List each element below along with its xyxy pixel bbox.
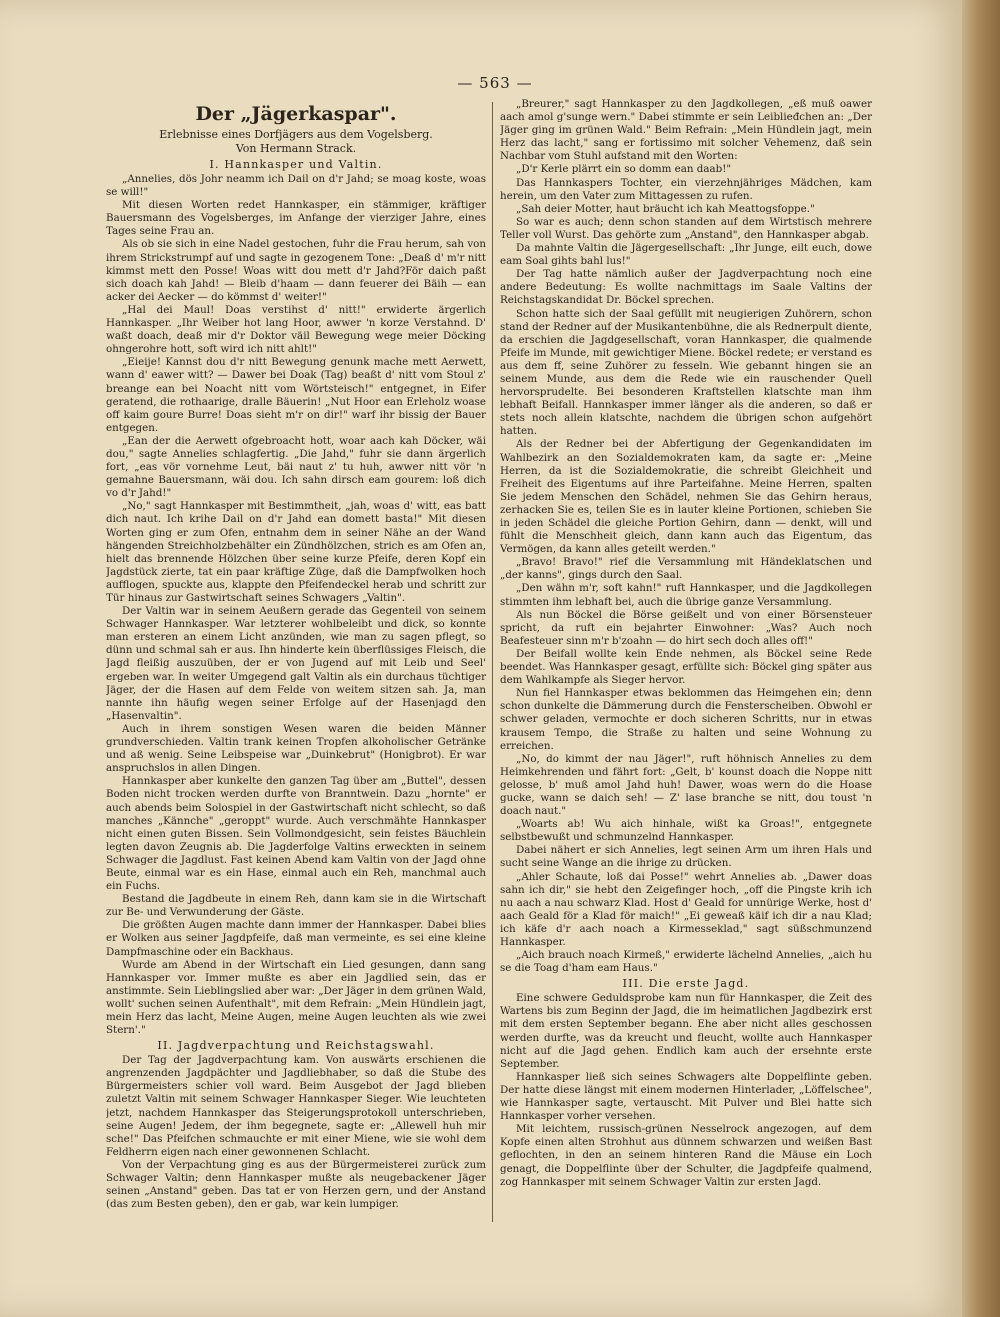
paragraph: Das Hannkaspers Tochter, ein vierzehnjähriges Mädchen, kam herein, um den Vater zum Mittagessen zu rufen. — [500, 176, 872, 202]
paragraph: „No," sagt Hannkasper mit Bestimmtheit, „jah, woas d' witt, eas batt dich naut. Ich krihe Dail on d'r Jahd ean domett basta!" Mit diesen Worten ging er zum Ofen, entnahm dem in seiner Nähe an der Wand hängenden Streichholzbehälter ein Zündhölzchen, strich es am Ofen an, hielt das brennende Hölzchen über seine kurze Pfeife, deren Kopf ein Jagdstück zierte, tat ein paar kräftige Züge, daß die Dampfwolken hoch aufflogen, spuckte aus, klappte den Pfeifendeckel herab und schritt zur Tür hinaus zur Gastwirtschaft seines Schwagers „Valtin". — [106, 500, 486, 604]
paragraph: Hannkasper aber kunkelte den ganzen Tag über am „Buttel", dessen Boden nicht trocken werden durfte von Branntwein. Dazu „hornte" er auch abends beim Solospiel in der Gastwirtschaft nicht schlecht, so daß manches „Kännche" „geroppt" wurde. Auch verschmähte Hannkasper nicht einen guten Bissen. Sein Vollmondgesicht, sein feistes Bäuchlein legten davon Zeugnis ab. Die Jagderfolge Valtins erweckten in seinem Schwager die Jagdlust. Fast keinen Abend kam Valtin von der Jagd ohne Beute, einmal war es ein Hase, einmal auch ein Reh, manchmal auch ein Fuchs. — [106, 775, 486, 893]
paragraph: „Breurer," sagt Hannkasper zu den Jagdkollegen, „eß muß oawer aach amol g'sunge wern." Dabei stimmte er sein Leiblieđchen an: „Der Jäger ging im grünen Wald." Beim Refrain: „Mein Hündlein jagt, mein Herz das lacht," sang er fortissimo mit solcher Vehemenz, daß sein Nachbar vom Stuhl aufstand mit den Worten: — [500, 98, 872, 163]
paragraph: Der Valtin war in seinem Aeußern gerade das Gegenteil von seinem Schwager Hannkasper. War letzterer wohlbeleibt und dick, so konnte man ersteren an einem Licht anzünden, wie man zu sagen pflegt, so dünn und schmal sah er aus. Ihn hinderte kein überflüssiges Fleisch, die Jagd fleißig auszuüben, der er von Jugend auf mit Leib und Seel' ergeben war. In weiter Umgegend galt Valtin als ein durchaus tüchtiger Jäger, der die Hasen auf dem Felde von weitem sitzen sah. Ja, man nannte ihn häufig wegen seiner Erfolge auf der Hasenjagd den „Hasenvaltin". — [106, 605, 486, 722]
paragraph: „Sah deier Motter, haut bräucht ich kah Meattogsfoppe." — [516, 202, 815, 215]
article-subtitle: Erlebnisse eines Dorfjägers aus dem Vogelsberg. — [159, 128, 433, 141]
paragraph: Dabei nähert er sich Annelies, legt seinen Arm um ihren Hals und sucht seine Wange an die ihrige zu drücken. — [500, 844, 872, 870]
paragraph: „Aich brauch noach Kirmeß," erwiderte lächelnd Annelies, „aich hu se die Toag d'ham eam Haus." — [500, 949, 872, 975]
paragraph: Nun fiel Hannkasper etwas beklommen das Heimgehen ein; denn schon dunkelte die Dämmerung durch die Fensterscheiben. Obwohl er schwer geladen, vermochte er doch sicheren Schritts, nur in etwas krausem Tempo, die Straße zu halten und seine Wohnung zu erreichen. — [500, 687, 872, 752]
left-column — [106, 98, 486, 1228]
column-divider — [492, 102, 493, 1222]
paragraph: Von der Verpachtung ging es aus der Bürgermeisterei zurück zum Schwager Valtin; denn Hannkasper mußte als neugebackener Jäger seinen „Anstand" geben. Das tat er von Herzen gern, und der Anstand (das zum Besten geben), den er gab, war kein lumpiger. — [106, 1158, 486, 1211]
right-column — [500, 98, 872, 1238]
paragraph: „No, do kimmt der nau Jäger!", ruft höhnisch Annelies zu dem Heimkehrenden und fährt fort: „Gelt, b' kounst doach die Noppe nitt gelosse, b' muß amol Jahd huh! Dawer, woas wern do die Hoase gucke, wann se daich seh! — Z' lase branche se nitt, dou toust 'n doach naut." — [500, 752, 872, 818]
paragraph: So war es auch; denn schon standen auf dem Wirtstisch mehrere Teller voll Wurst. Das gehörte zum „Anstand", den Hannkasper abgab. — [500, 215, 872, 241]
paragraph: Der Tag der Jagdverpachtung kam. Von auswärts erschienen die angrenzenden Jagdpächter und Jagdliebhaber, so daß die Stube des Bürgermeisters schier voll ward. Beim Ausgebot der Jagd blieben zuletzt Valtin mit seinem Schwager Hannkasper Sieger. Wie leuchteten jetzt, nachdem Hannkasper das Steigerungsprotokoll unterschrieben, seine Augen! Jedem, der ihm begegnete, sagte er: „Allewell huh mir sche!" Das Pfeifchen schmauchte er mit einer Miene, wie sie wohl dem Feldherrn eigen nach einer gewonnenen Schlacht. — [106, 1054, 486, 1158]
paragraph: Schon hatte sich der Saal gefüllt mit neugierigen Zuhörern, schon stand der Redner auf der Musikantenbühne, die als Rednerpult diente, da erschien die Jagdgesellschaft, voran Hannkasper, die qualmende Pfeife im Munde, mit gewichtiger Miene. Böckel redete; er verstand es aus dem ff, seine Zuhörer zu fesseln. Wie gebannt hingen sie an seinem Munde, aus dem die Rede wie ein rauschender Quell hervorsprudelte. Bei besonderen Kraftstellen klatschte man ihm lebhaft Beifall. Hannkasper immer länger als die anderen, so daß er stets noch allein klatschte, nachdem die übrigen schon aufgehört hatten. — [500, 307, 872, 438]
article-author: Von Hermann Strack. — [235, 142, 357, 155]
article-title: Der „Jägerkaspar". — [195, 103, 397, 125]
paragraph: Der Beifall wollte kein Ende nehmen, als Böckel seine Rede beendet. Was Hannkasper gesagt, erfüllte sich: Böckel ging später aus dem Wahlkampfe als Sieger hervor. — [500, 647, 872, 687]
section-heading: II. Jagdverpachtung und Reichstagswahl. — [157, 1039, 435, 1053]
right-column-body — [500, 98, 872, 1189]
paragraph: Der Tag hatte nämlich außer der Jagdverpachtung noch eine andere Bedeutung: Es wollte nachmittags im Saale Valtins der Reichstagskandidat Dr. Böckel sprechen. — [500, 268, 872, 307]
left-column-body — [106, 157, 486, 1211]
paragraph: Eine schwere Geduldsprobe kam nun für Hannkasper, die Zeit des Wartens bis zum Beginn der Jagd, die im heimatlichen Jagdbezirk erst mit dem ersten September begann. Ehe aber nicht alles geschossen werden durfte, was da kreucht und fleucht, wollte auch Hannkasper nicht auf die Jagd gehen. Endlich kam auch der ersehnte erste September. — [500, 992, 872, 1070]
paragraph: Als ob sie sich in eine Nadel gestochen, fuhr die Frau herum, sah von ihrem Strickstrumpf auf und sagte in gezogenem Tone: „Deaß d' m'r nitt kimmst mett den Posse! Woas witt dou mett d'r Jahd?För daich paßt sich doach kah Jahd! — Bleib d'haam — dann feuerer dei Bäih — ean acker dei Aecker — do kömmst d' weiter!" — [106, 238, 486, 303]
paragraph: „D'r Kerle plärrt ein so domm ean daab!" — [516, 163, 732, 176]
paragraph: „Bravo! Bravo!" rief die Versammlung mit Händeklatschen und „der kanns", gings durch den Saal. — [500, 556, 872, 582]
section-heading: I. Hannkasper und Valtin. — [209, 158, 383, 171]
paragraph: „Hal dei Maul! Doas verstihst d' nitt!" erwiderte ärgerlich Hannkasper. „Ihr Weiber hot lang Hoor, awwer 'n korze Verstahnd. D' waßt doach, deaß mir d'r Doktor väil Bewegung wege meier Döcking ohngerohre hott, soft wird ich nitt ahlt!" — [106, 303, 486, 356]
paragraph: Mit leichtem, russisch-grünen Nesselrock angezogen, auf dem Kopfe einen alten Strohhut aus dünnem schwarzen und weißen Bast geflochten, in den an seinem hinteren Rand die Mäuse ein Loch genagt, die Doppelflinte über der Schulter, die Jagdpfeife qualmend, zog Hannkasper mit seinem Schwager Valtin zur ersten Jagd. — [500, 1123, 872, 1188]
paragraph: „Woarts ab! Wu aich hinhale, wißt ka Groas!", entgegnete selbstbewußt und schmunzelnd Hannkasper. — [500, 818, 872, 844]
paragraph: „Den wähn m'r, soft kahn!" ruft Hannkasper, und die Jagdkollegen stimmten ihm lebhaft bei, auch die übrige ganze Versammlung. — [500, 582, 872, 608]
section-heading: III. Die erste Jagd. — [622, 977, 750, 991]
paragraph: Wurde am Abend in der Wirtschaft ein Lied gesungen, dann sang Hannkasper vor. Immer mußte es aber ein Jagdlied sein, das er anstimmte. Sein Lieblingslied aber war: „Der Jäger in dem grünen Wald, wollt' suchen seinen Aufenthalt", mit dem Refrain: „Mein Hündlein jagt, mein Herz das lacht, Meine Augen, meine Augen leuchten als wie zwei Stern'." — [106, 958, 486, 1037]
paragraph: Bestand die Jagdbeute in einem Reh, dann kam sie in die Wirtschaft zur Be- und Verwunderung der Gäste. — [106, 893, 486, 919]
paragraph: „Eieije! Kannst dou d'r nitt Bewegung genunk mache mett Aerwett, wann d' eawer witt? — Dawer bei Doak (Tag) beaßt d' nitt vom Stoul z' breange ean bei Noacht nitt vom Wörtsteisch!" entgegnet, in Eifer geratend, die rothaarige, dralle Bäuerin! „Nut Hoor ean Erleholz woase off kaim goure Burre! Doas sieht m'r on dir!" warf ihr bissig der Bauer entgegen. — [106, 356, 486, 434]
paragraph: Auch in ihrem sonstigen Wesen waren die beiden Männer grundverschieden. Valtin trank keinen Tropfen alkoholischer Getränke und aß wenig. Seine Leibspeise war „Duinkebrut" (Honigbrot). Er war anspruchslos in allen Dingen. — [106, 722, 486, 775]
paragraph: Hannkasper ließ sich seines Schwagers alte Doppelflinte geben. Der hatte diese längst mit einem modernen Hinterlader, „Löffelschee", wie Hannkasper sagte, vertauscht. Mit Pulver und Blei hatte sich Hannkasper vorher versehen. — [500, 1070, 872, 1123]
book-page-edge — [962, 0, 1000, 1317]
paragraph: „Ahler Schaute, loß dai Posse!" wehrt Annelies ab. „Dawer doas sahn ich dir," sie hebt den Zeigefinger hoch, „off die Pingste krih ich nu aach a nau schwarz Klad. Host d' Geald for unnürige Werke, host d' aach Geald för a Klad för maich!" „Ei geweaß käif ich dir a nau Klad; ich käfe d'r aach noach a Kirmesseklad," sagt süßschmunzend Hannkasper. — [500, 870, 872, 948]
paragraph: Als nun Böckel die Börse geißelt und von einer Börsensteuer spricht, da ruft ein bejahrter Einwohner: „Was? Auch noch Beafesteuer sinn m'r b'zoahn — do hirt sech doch alles off!" — [500, 608, 872, 647]
paragraph: Als der Redner bei der Abfertigung der Gegenkandidaten im Wahlbezirk an den Sozialdemokraten kam, da sagte er: „Meine Herren, da ist die Sozialdemokratie, die schreibt Gleichheit und Freiheit des Eigentums auf ihre Parteifahne. Meine Herren, spalten Sie jedem Menschen den Schädel, nehmen Sie das Gehirn heraus, zerhacken Sie es, teilen Sie es in lauter kleine Portionen, schieben Sie in jeden Schädel die gleiche Portion Gehirn, dann — denkt, will und fühlt die Menschheit gleich, dann kann auch das Eigentum, das Vermögen, da kann alles geteilt werden." — [500, 438, 872, 556]
page-number: — 563 — — [457, 74, 533, 92]
paragraph: „Annelies, dös Johr neamm ich Dail on d'r Jahd; se moag koste, woas se will!" — [106, 173, 486, 199]
paragraph: Die größten Augen machte dann immer der Hannkasper. Dabei blies er Wolken aus seiner Jagdpfeife, daß man vermeinte, es sei eine kleine Dampfmaschine oder ein Backhaus. — [106, 919, 486, 958]
paragraph: Da mahnte Valtin die Jägergesellschaft: „Ihr Junge, eilt euch, dowe eam Soal gihts bahl lus!" — [500, 242, 872, 268]
paragraph: Mit diesen Worten redet Hannkasper, ein stämmiger, kräftiger Bauersmann des Vogelsberges, im Anfange der vierziger Jahre, eines Tages seine Frau an. — [106, 199, 486, 238]
paragraph: „Ean der die Aerwett ofgebroacht hott, woar aach kah Döcker, wäi dou," sagte Annelies schlagfertig. „Die Jahd," fuhr sie dann ärgerlich fort, „eas vör vornehme Leut, bäi naut z' tu huh, awwer nitt vör 'n gemahne Bauersmann, wäi dou. Ich sahn dirsch eam gourem: loß dich vo d'r Jahd!" — [106, 434, 486, 500]
